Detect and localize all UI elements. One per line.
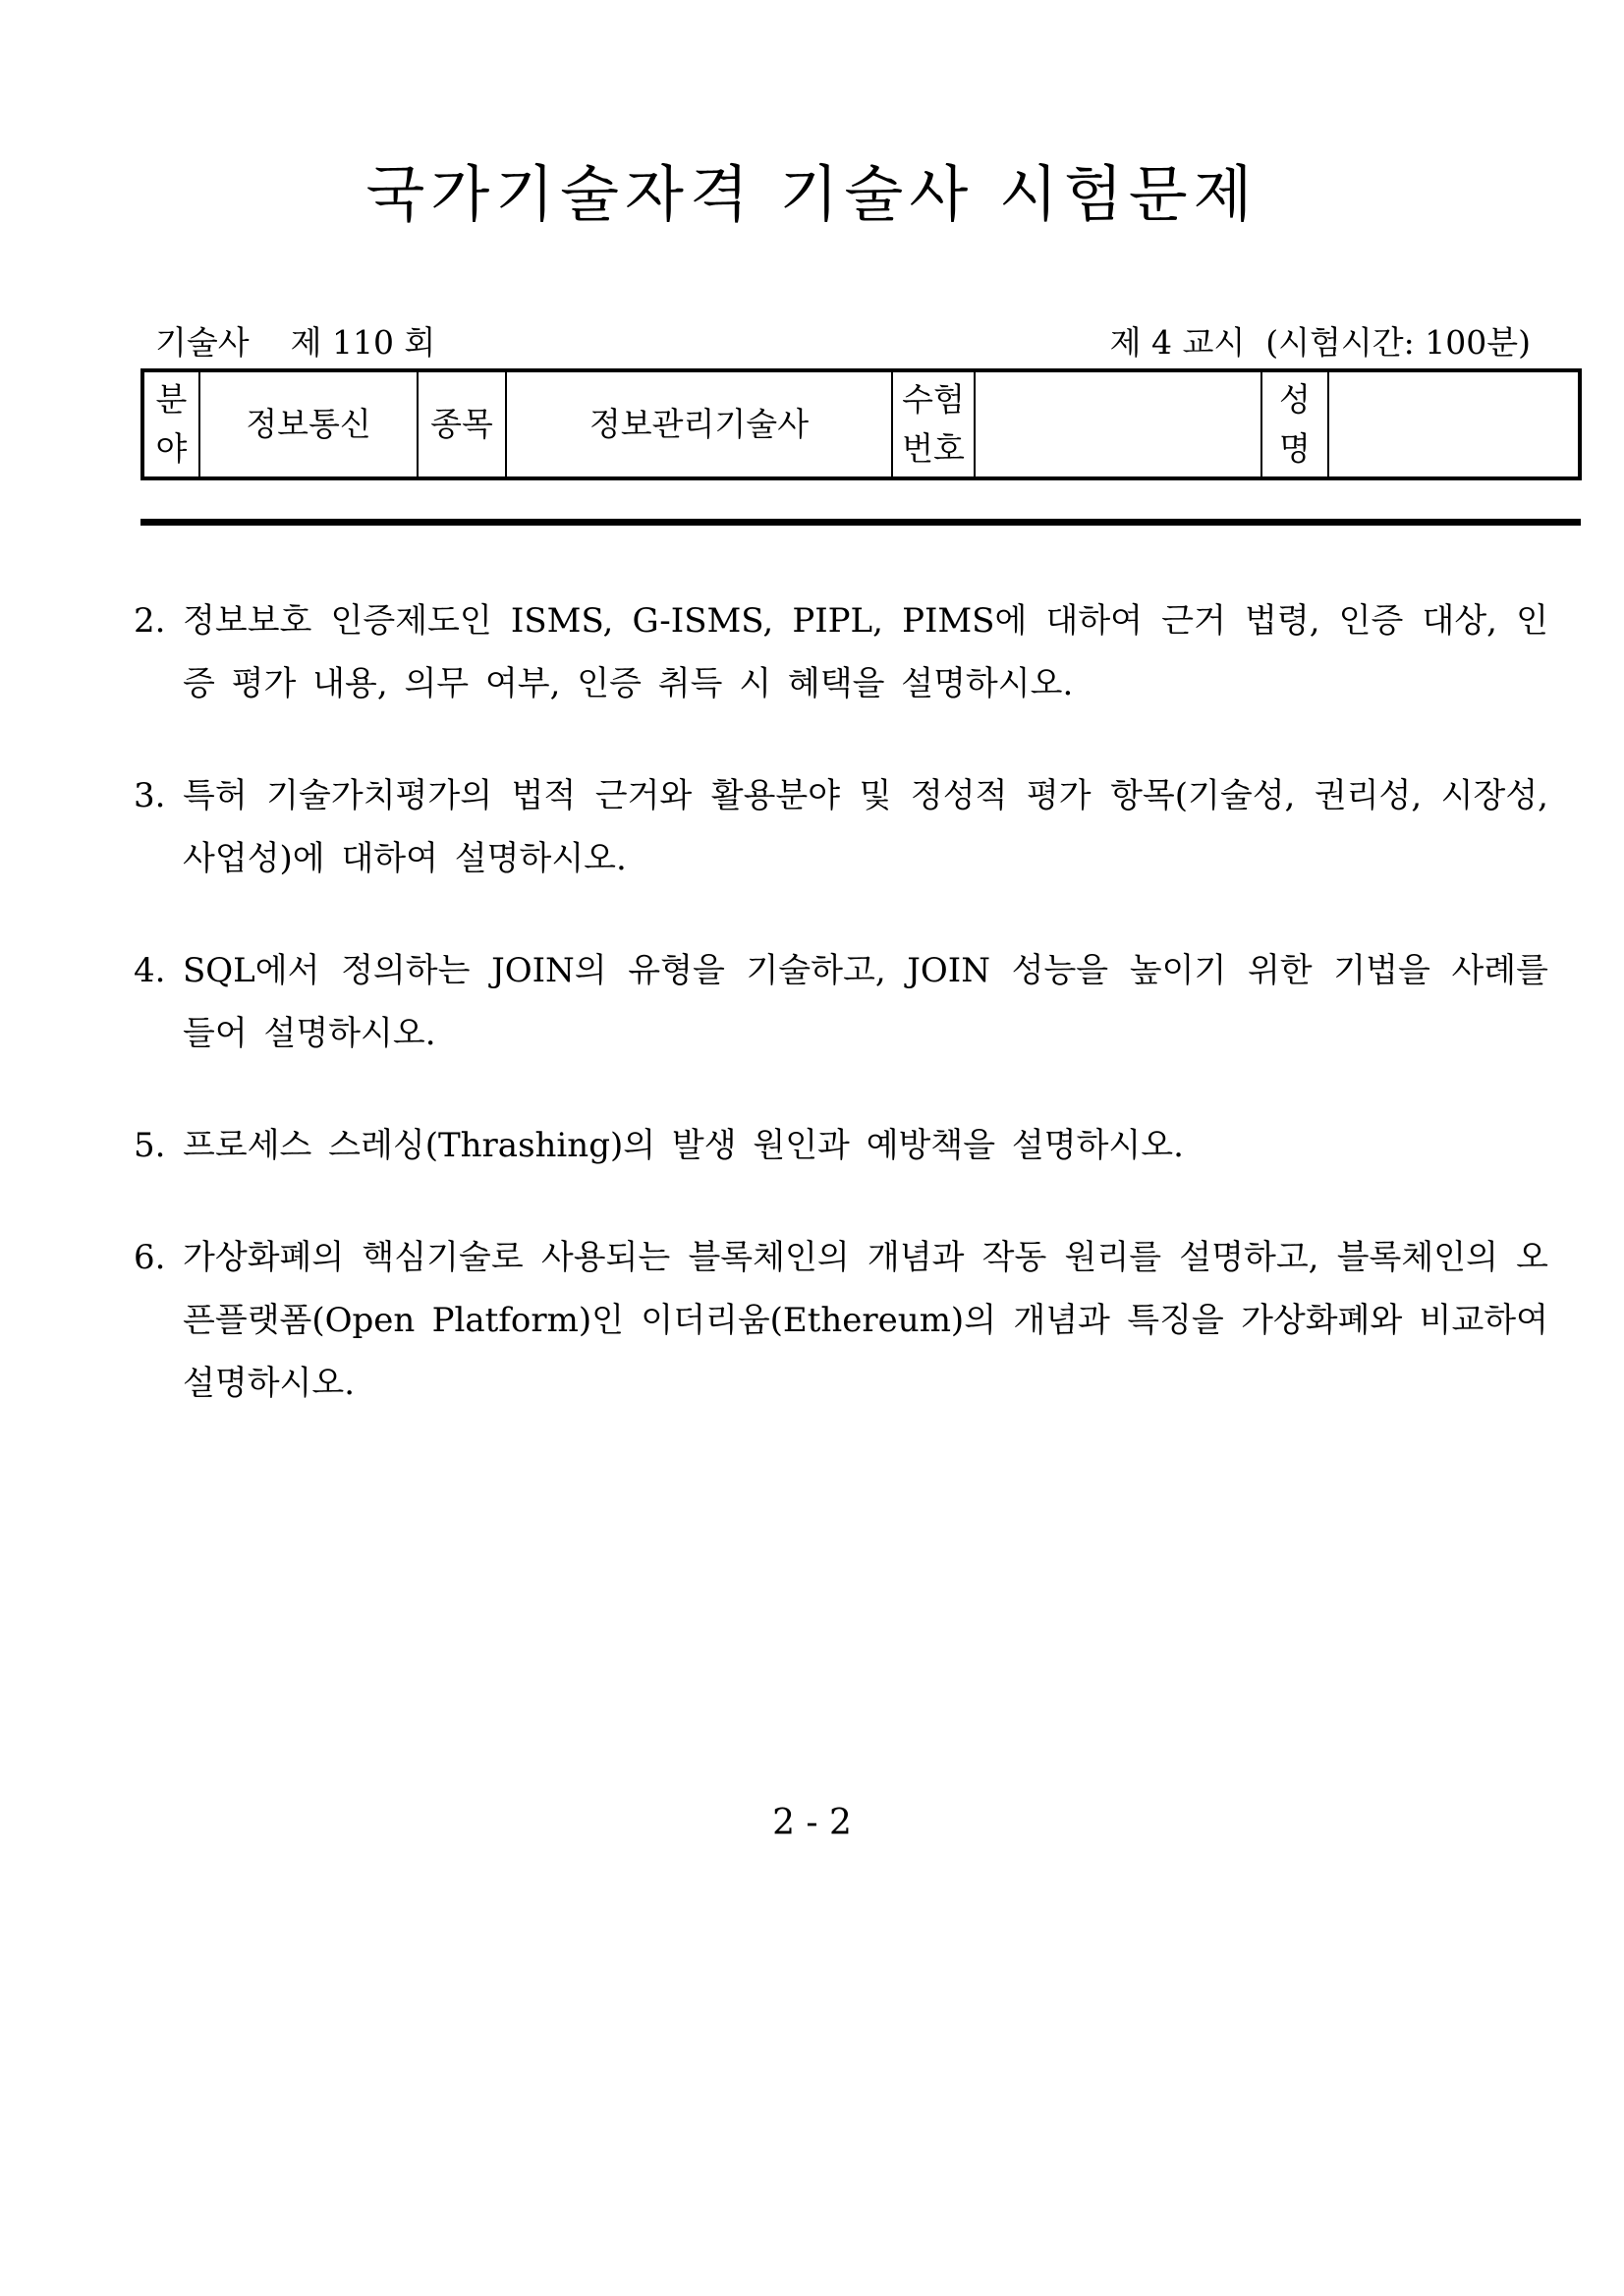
field-value: 정보통신 [199, 370, 418, 478]
question-number: 5. [134, 1126, 166, 1165]
question-number: 6. [134, 1238, 166, 1277]
question-number: 2. [134, 601, 166, 641]
question-item [134, 939, 1548, 1065]
type-label: 종목 [418, 370, 506, 478]
question-text: 프로세스 스레싱(Thrashing)의 발생 원인과 예방책을 설명하시오. [183, 1126, 1184, 1165]
question-number: 3. [134, 776, 166, 815]
question-item [134, 1114, 1548, 1177]
header-divider [140, 519, 1581, 526]
page-number: 2 - 2 [772, 1803, 852, 1843]
exam-meta-row [155, 317, 1531, 363]
question-text: SQL에서 정의하는 JOIN의 유형을 기술하고, JOIN 성능을 높이기 위한 기법을 사례를 들어 설명하시오. [183, 951, 1548, 1053]
page-title: 국가기술자격 기술사 시험문제 [365, 158, 1259, 230]
question-list [134, 589, 1548, 1464]
question-item [134, 589, 1548, 715]
question-item [134, 764, 1548, 890]
field-label-bottom: 야 [155, 429, 188, 468]
exam-number-value [975, 370, 1261, 478]
exam-number-label-top: 수험 [902, 380, 965, 419]
question-number: 4. [134, 951, 166, 990]
question-text: 정보보호 인증제도인 ISMS, G-ISMS, PIPL, PIMS에 대하여 근거 법령, 인증 대상, 인증 평가 내용, 의무 여부, 인증 취득 시 혜택을 설명하시오. [183, 601, 1548, 703]
exam-number-label-cell [892, 370, 975, 478]
question-text: 특허 기술가치평가의 법적 근거와 활용분야 및 정성적 평가 항목(기술성, 권리성, 시장성, 사업성)에 대하여 설명하시오. [183, 776, 1548, 878]
exam-period: 제 4 교시 (시험시간: 100분) [1109, 323, 1531, 362]
question-item [134, 1226, 1548, 1415]
name-label-bottom: 명 [1279, 429, 1311, 468]
exam-info-table [140, 368, 1582, 480]
exam-round: 기술사 제 110 회 [155, 323, 436, 362]
field-label-cell [142, 370, 199, 478]
question-text: 가상화폐의 핵심기술로 사용되는 블록체인의 개념과 작동 원리를 설명하고, 블록체인의 오픈플랫폼(Open Platform)인 이더리움(Ethereum)의 개념과 특징을 가상화폐와 비교하여 설명하시오. [183, 1238, 1548, 1403]
name-label-cell [1261, 370, 1328, 478]
name-label-top: 성 [1279, 380, 1311, 419]
exam-number-label-bottom: 번호 [902, 429, 965, 468]
type-value: 정보관리기술사 [506, 370, 892, 478]
field-label-top: 분 [155, 380, 188, 419]
name-value [1328, 370, 1580, 478]
